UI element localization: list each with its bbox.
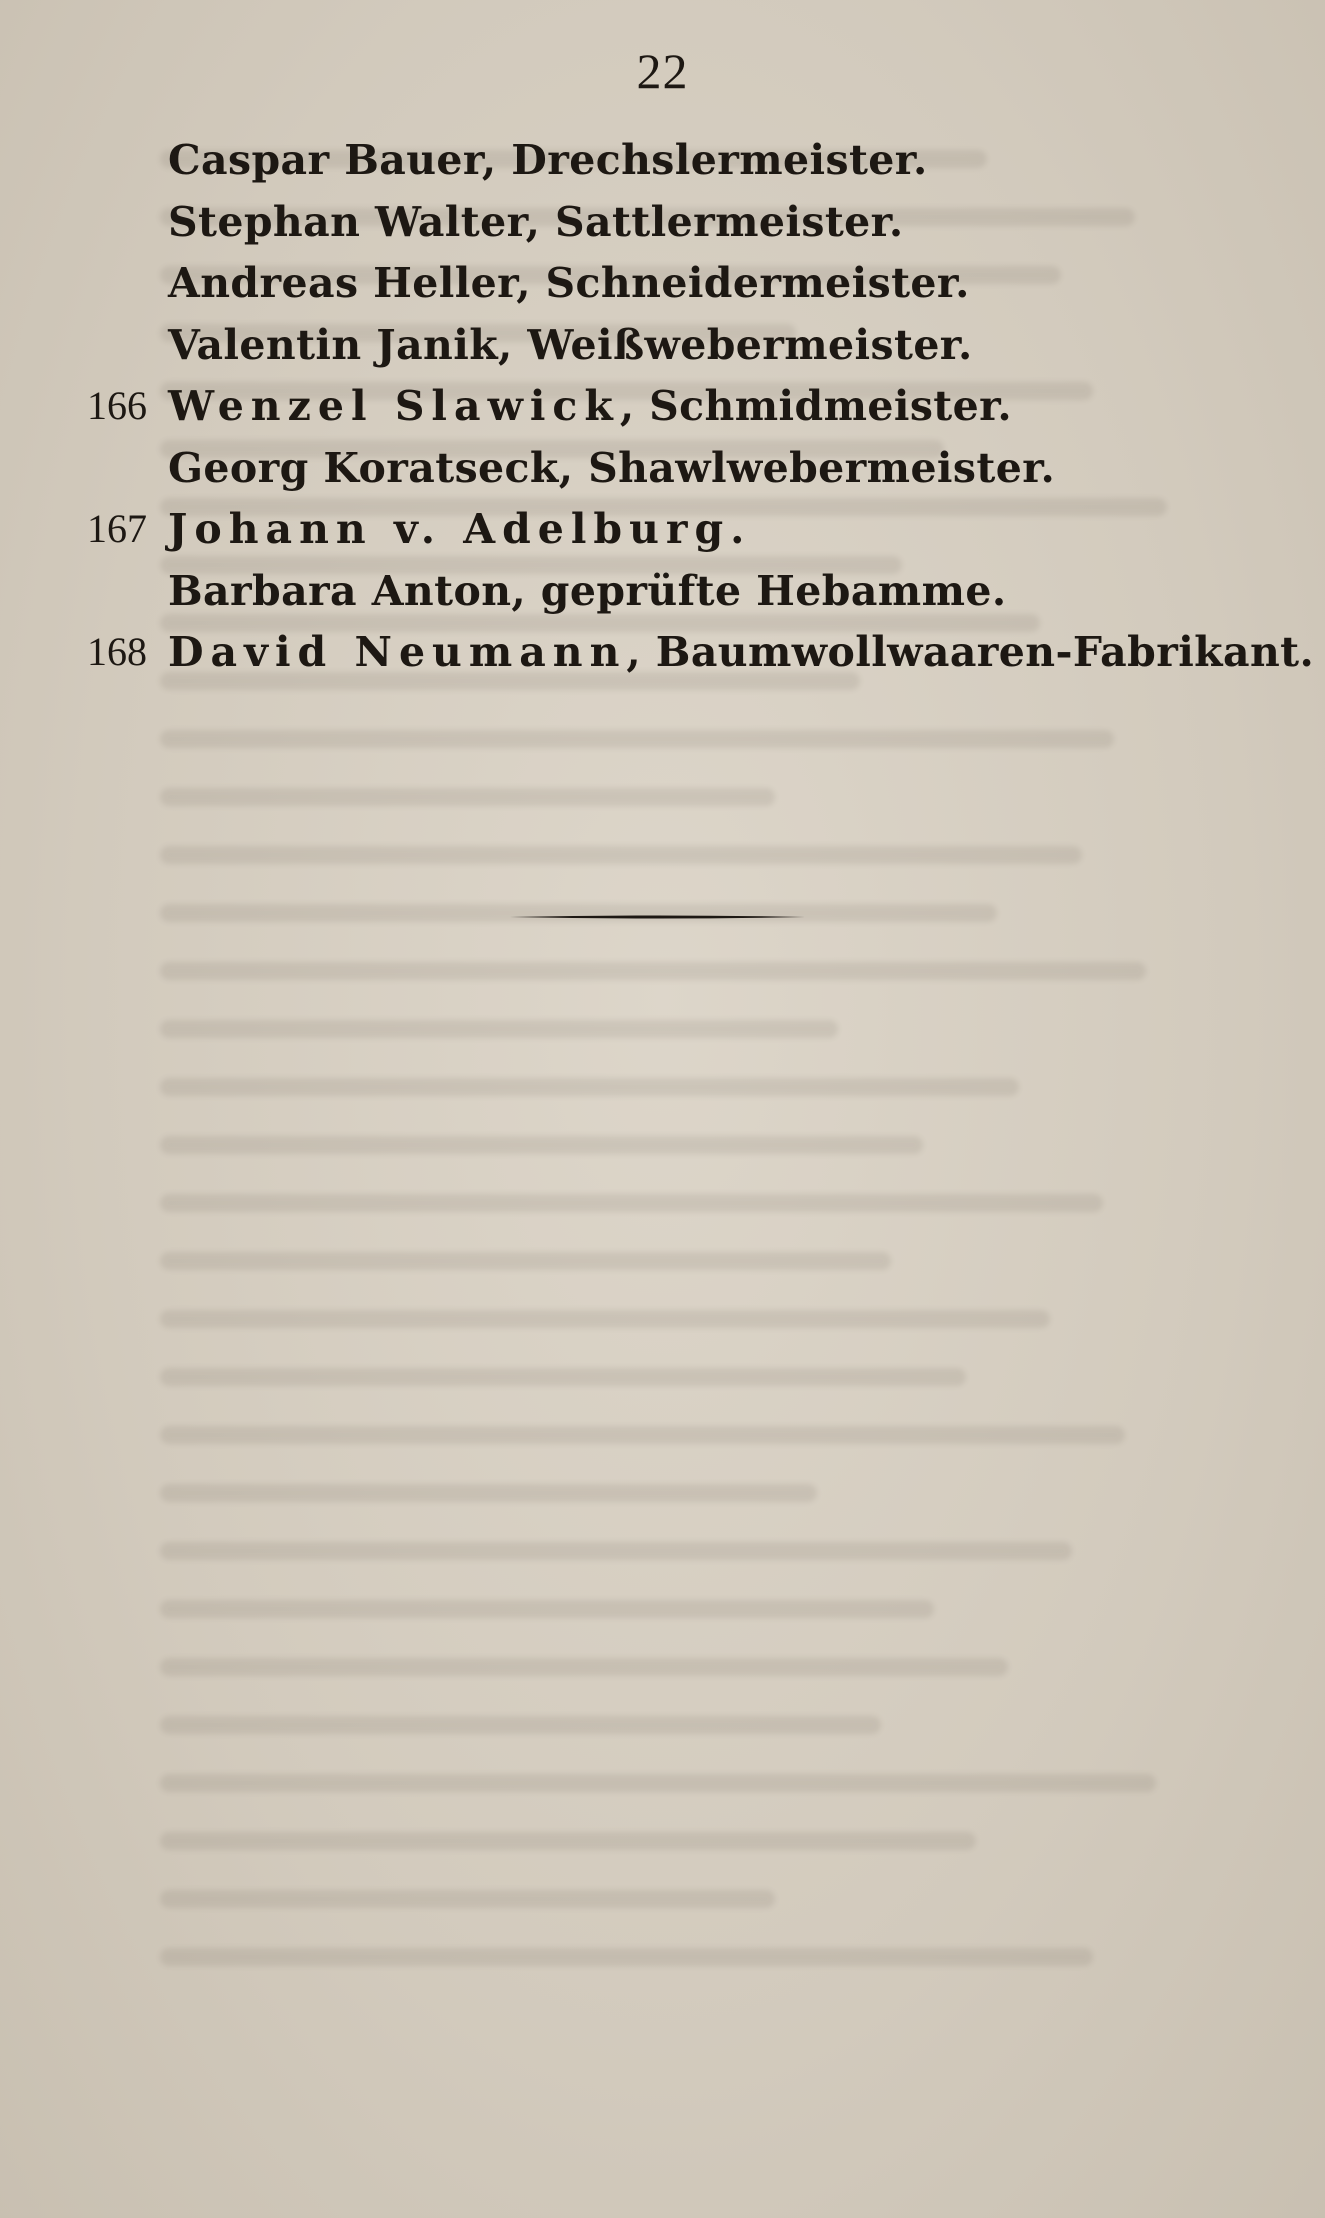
list-item	[0, 504, 1325, 566]
occupation: Sattlermeister.	[554, 197, 904, 246]
occupation: geprüfte Hebamme.	[540, 566, 1007, 615]
occupation: Shawlwebermeister.	[588, 443, 1056, 492]
person-name: Barbara Anton	[168, 566, 512, 615]
entry-text	[168, 135, 928, 185]
person-name: Johann v. Adelburg.	[168, 505, 752, 553]
divider-line	[510, 914, 805, 920]
list-item	[0, 258, 1325, 320]
list-item	[0, 566, 1325, 628]
list-item	[0, 627, 1325, 689]
section-divider-rule	[510, 914, 805, 920]
entry-text	[168, 566, 1007, 616]
separator: ,	[481, 136, 512, 184]
separator: ,	[626, 628, 656, 676]
entry-list	[0, 135, 1325, 689]
separator: ,	[558, 443, 589, 492]
entry-text	[168, 197, 904, 247]
entry-text	[168, 504, 751, 554]
page-number: 22	[636, 43, 689, 99]
list-item	[0, 197, 1325, 259]
entry-text	[168, 258, 970, 308]
person-name: Andreas Heller	[168, 259, 517, 307]
list-item	[0, 381, 1325, 443]
list-item	[0, 320, 1325, 382]
separator: ,	[516, 259, 546, 307]
person-name: David Neumann	[168, 628, 627, 676]
entry-number: 166	[87, 383, 147, 428]
entry-number: 167	[87, 506, 147, 551]
occupation: Schneidermeister.	[545, 259, 970, 307]
person-name: Wenzel Slawick	[168, 382, 620, 430]
person-name: Caspar Bauer	[168, 136, 482, 184]
list-item	[0, 443, 1325, 505]
separator: ,	[511, 566, 541, 615]
person-name: Georg Koratseck	[168, 443, 559, 492]
occupation: Drechslermeister.	[511, 136, 928, 184]
entry-text	[168, 320, 973, 370]
person-name: Stephan Walter	[168, 197, 526, 246]
separator: ,	[619, 382, 650, 430]
entry-number: 168	[87, 629, 147, 674]
entry-text	[168, 381, 1012, 431]
person-name: Valentin Janik	[168, 320, 499, 369]
occupation: Baumwollwaaren-Fabrikant.	[655, 628, 1315, 676]
separator: ,	[498, 320, 528, 369]
list-item	[0, 135, 1325, 197]
occupation: Schmidmeister.	[649, 382, 1013, 430]
occupation: Weißwebermeister.	[527, 320, 973, 369]
entry-text	[168, 443, 1055, 493]
separator: ,	[525, 197, 555, 246]
entry-text	[168, 627, 1314, 677]
